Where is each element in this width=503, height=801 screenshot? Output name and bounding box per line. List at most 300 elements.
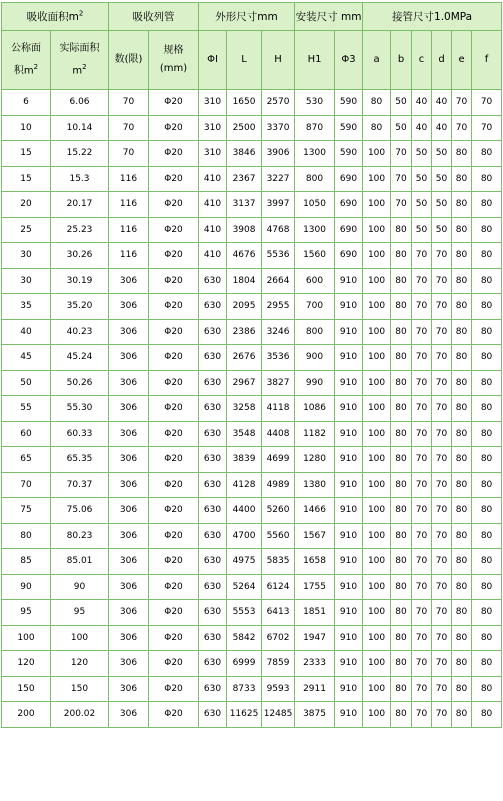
table-cell: 306 [109, 345, 149, 371]
table-cell: 5553 [227, 600, 262, 626]
table-cell: 3137 [227, 192, 262, 218]
table-cell: 70 [412, 625, 432, 651]
table-cell: 910 [335, 447, 363, 473]
table-cell: 910 [335, 651, 363, 677]
table-cell: 410 [199, 192, 227, 218]
table-cell: 100 [363, 319, 391, 345]
table-cell: 2676 [227, 345, 262, 371]
table-cell: 530 [295, 90, 335, 116]
table-cell: 1182 [295, 421, 335, 447]
table-cell: 2570 [262, 90, 295, 116]
table-cell: 100 [363, 217, 391, 243]
table-cell: 80 [391, 549, 412, 575]
table-row [2, 549, 502, 575]
table-cell: 3875 [295, 702, 335, 728]
subheader-phi-3: Φ3 [335, 31, 363, 90]
table-cell: 910 [335, 294, 363, 320]
table-cell: 1380 [295, 472, 335, 498]
table-cell: 630 [199, 702, 227, 728]
table-cell: 116 [109, 217, 149, 243]
subheader-h: H [262, 31, 295, 90]
table-cell: 100 [363, 574, 391, 600]
table-cell: 70 [412, 421, 432, 447]
table-cell: 70 [412, 294, 432, 320]
table-cell: 306 [109, 702, 149, 728]
table-cell: 630 [199, 498, 227, 524]
table-cell: 2911 [295, 676, 335, 702]
table-cell: 100 [363, 472, 391, 498]
table-cell: 910 [335, 625, 363, 651]
table-cell: 70 [412, 396, 432, 422]
table-cell: 80 [452, 192, 472, 218]
table-cell: 70 [412, 472, 432, 498]
table-cell: 2333 [295, 651, 335, 677]
table-cell: 70 [432, 702, 452, 728]
table-cell: 20 [2, 192, 51, 218]
table-cell: 80 [452, 651, 472, 677]
table-cell: 116 [109, 243, 149, 269]
table-cell: 100 [363, 600, 391, 626]
table-cell: 910 [335, 472, 363, 498]
table-cell: 630 [199, 421, 227, 447]
table-cell: 100 [363, 166, 391, 192]
table-cell: 80 [472, 217, 502, 243]
table-cell: 306 [109, 472, 149, 498]
table-cell: 3997 [262, 192, 295, 218]
table-cell: 70 [109, 141, 149, 167]
table-cell: 70 [452, 115, 472, 141]
table-cell: 70 [412, 600, 432, 626]
header-row-2 [2, 31, 502, 90]
table-row [2, 345, 502, 371]
subheader-spec: 规格 (mm) [149, 31, 199, 90]
table-cell: 50 [412, 192, 432, 218]
table-cell: 306 [109, 498, 149, 524]
table-cell: 80 [452, 421, 472, 447]
table-cell: 80 [472, 166, 502, 192]
table-cell: 80 [391, 217, 412, 243]
table-cell: Φ20 [149, 523, 199, 549]
table-row [2, 523, 502, 549]
table-cell: 630 [199, 600, 227, 626]
table-cell: 306 [109, 523, 149, 549]
table-cell: 100 [363, 370, 391, 396]
table-cell: 910 [335, 498, 363, 524]
table-cell: 80 [391, 625, 412, 651]
table-cell: 80 [452, 217, 472, 243]
header-area: 吸收面积$m^2$ [2, 3, 109, 31]
table-cell: 306 [109, 676, 149, 702]
table-cell: 6413 [262, 600, 295, 626]
table-cell: 80 [472, 421, 502, 447]
table-cell: 80 [391, 447, 412, 473]
table-cell: 4128 [227, 472, 262, 498]
table-cell: 70 [412, 447, 432, 473]
table-cell: 70 [432, 294, 452, 320]
table-cell: Φ20 [149, 625, 199, 651]
table-cell: 30 [2, 268, 51, 294]
table-cell: 4676 [227, 243, 262, 269]
table-cell: 630 [199, 345, 227, 371]
table-cell: 70 [412, 498, 432, 524]
table-cell: 7859 [262, 651, 295, 677]
table-cell: 90 [51, 574, 109, 600]
table-cell: 100 [363, 396, 391, 422]
table-cell: 85.01 [51, 549, 109, 575]
table-cell: 55.30 [51, 396, 109, 422]
table-cell: 95 [2, 600, 51, 626]
table-cell: 630 [199, 294, 227, 320]
table-cell: 630 [199, 574, 227, 600]
table-cell: 80 [452, 625, 472, 651]
table-row [2, 447, 502, 473]
table-cell: 630 [199, 396, 227, 422]
table-cell: 910 [335, 345, 363, 371]
table-cell: 1947 [295, 625, 335, 651]
subheader-b: b [391, 31, 412, 90]
table-cell: 80 [472, 141, 502, 167]
table-cell: 4989 [262, 472, 295, 498]
table-cell: 70 [412, 345, 432, 371]
table-cell: 50 [412, 141, 432, 167]
table-cell: 80 [452, 472, 472, 498]
table-cell: Φ20 [149, 90, 199, 116]
table-cell: 70 [412, 574, 432, 600]
table-cell: 690 [335, 217, 363, 243]
table-cell: 910 [335, 702, 363, 728]
table-row [2, 472, 502, 498]
table-cell: 55 [2, 396, 51, 422]
table-cell: 70 [412, 523, 432, 549]
header-row-1 [2, 3, 502, 31]
table-cell: 70 [472, 90, 502, 116]
table-row [2, 370, 502, 396]
table-cell: 3370 [262, 115, 295, 141]
table-cell: 65.35 [51, 447, 109, 473]
table-cell: 100 [363, 498, 391, 524]
table-row [2, 115, 502, 141]
table-cell: 50 [432, 141, 452, 167]
subheader-d: d [432, 31, 452, 90]
table-cell: 80 [472, 472, 502, 498]
table-cell: 80 [472, 549, 502, 575]
table-cell: 20.17 [51, 192, 109, 218]
table-cell: Φ20 [149, 498, 199, 524]
table-cell: 80 [452, 396, 472, 422]
table-cell: 6 [2, 90, 51, 116]
table-cell: 100 [363, 523, 391, 549]
table-cell: 25.23 [51, 217, 109, 243]
table-cell: 70 [432, 421, 452, 447]
table-cell: 80 [452, 370, 472, 396]
table-row [2, 498, 502, 524]
table-cell: 116 [109, 192, 149, 218]
table-cell: 410 [199, 217, 227, 243]
table-cell: 310 [199, 90, 227, 116]
table-cell: Φ20 [149, 141, 199, 167]
table-cell: 45 [2, 345, 51, 371]
table-cell: 15.3 [51, 166, 109, 192]
table-cell: 85 [2, 549, 51, 575]
table-cell: 70 [432, 472, 452, 498]
table-cell: Φ20 [149, 549, 199, 575]
table-cell: 100 [363, 676, 391, 702]
table-cell: 15 [2, 166, 51, 192]
table-cell: 80 [472, 702, 502, 728]
header-outer-dims: 外形尺寸mm [199, 3, 295, 31]
table-cell: 2367 [227, 166, 262, 192]
table-cell: 80 [452, 319, 472, 345]
table-cell: 306 [109, 549, 149, 575]
table-cell: 30.19 [51, 268, 109, 294]
header-install-dims: 安装尺寸 mm [295, 3, 363, 31]
table-cell: 5536 [262, 243, 295, 269]
table-cell: 2386 [227, 319, 262, 345]
table-cell: 50 [432, 192, 452, 218]
table-cell: 410 [199, 166, 227, 192]
table-cell: 80 [452, 600, 472, 626]
table-cell: 690 [335, 166, 363, 192]
table-cell: 310 [199, 141, 227, 167]
table-cell: 80 [452, 676, 472, 702]
table-cell: 50 [391, 115, 412, 141]
table-row [2, 702, 502, 728]
table-cell: 630 [199, 625, 227, 651]
table-cell: 410 [199, 243, 227, 269]
subheader-count: 数(限) [109, 31, 149, 90]
table-cell: 6999 [227, 651, 262, 677]
table-cell: 70 [412, 319, 432, 345]
table-cell: 5560 [262, 523, 295, 549]
table-cell: 80 [391, 523, 412, 549]
table-cell: 80 [391, 651, 412, 677]
table-cell: 2955 [262, 294, 295, 320]
table-cell: 910 [335, 319, 363, 345]
table-cell: 630 [199, 447, 227, 473]
table-row [2, 651, 502, 677]
table-cell: 80 [472, 574, 502, 600]
table-cell: 310 [199, 115, 227, 141]
table-cell: 65 [2, 447, 51, 473]
table-cell: 1567 [295, 523, 335, 549]
table-cell: 4975 [227, 549, 262, 575]
table-cell: 95 [51, 600, 109, 626]
table-cell: 700 [295, 294, 335, 320]
table-cell: Φ20 [149, 319, 199, 345]
table-cell: 6702 [262, 625, 295, 651]
table-cell: 630 [199, 472, 227, 498]
table-cell: 910 [335, 574, 363, 600]
table-row [2, 676, 502, 702]
table-cell: 80 [452, 166, 472, 192]
subheader-f: f [472, 31, 502, 90]
table-cell: 80 [452, 549, 472, 575]
table-cell: 910 [335, 676, 363, 702]
table-cell: 11625 [227, 702, 262, 728]
table-cell: 70 [412, 676, 432, 702]
table-cell: 80 [452, 523, 472, 549]
table-cell: 3246 [262, 319, 295, 345]
table-cell: 306 [109, 268, 149, 294]
table-cell: 70 [432, 396, 452, 422]
table-cell: 80 [472, 625, 502, 651]
table-cell: 306 [109, 319, 149, 345]
table-cell: 590 [335, 141, 363, 167]
table-cell: 306 [109, 447, 149, 473]
table-cell: 15 [2, 141, 51, 167]
table-row [2, 268, 502, 294]
table-cell: 80 [472, 294, 502, 320]
table-cell: 1300 [295, 217, 335, 243]
table-cell: 3908 [227, 217, 262, 243]
table-cell: 80 [391, 421, 412, 447]
subheader-a: a [363, 31, 391, 90]
table-cell: 40 [432, 90, 452, 116]
table-row [2, 243, 502, 269]
table-cell: 100 [363, 345, 391, 371]
table-cell: 2664 [262, 268, 295, 294]
table-cell: 4700 [227, 523, 262, 549]
table-cell: 70 [432, 447, 452, 473]
table-row [2, 217, 502, 243]
table-cell: Φ20 [149, 574, 199, 600]
table-cell: 306 [109, 370, 149, 396]
table-cell: 80 [472, 600, 502, 626]
table-cell: 100 [363, 651, 391, 677]
table-cell: 75 [2, 498, 51, 524]
table-cell: 70 [432, 574, 452, 600]
table-cell: Φ20 [149, 370, 199, 396]
table-cell: 15.22 [51, 141, 109, 167]
table-cell: 50 [412, 217, 432, 243]
table-cell: 80 [472, 523, 502, 549]
subheader-nominal-area: 公称面 积$m^2$ [2, 31, 51, 90]
table-cell: 40.23 [51, 319, 109, 345]
table-cell: 25 [2, 217, 51, 243]
table-cell: 2500 [227, 115, 262, 141]
table-cell: Φ20 [149, 396, 199, 422]
table-row [2, 396, 502, 422]
table-cell: 80 [472, 396, 502, 422]
table-cell: 50 [2, 370, 51, 396]
table-cell: 40 [432, 115, 452, 141]
table-cell: 80 [452, 345, 472, 371]
table-cell: 100 [363, 625, 391, 651]
table-cell: 12485 [262, 702, 295, 728]
table-cell: 70 [432, 498, 452, 524]
table-cell: 5835 [262, 549, 295, 575]
table-cell: 80 [472, 651, 502, 677]
table-cell: 80 [472, 498, 502, 524]
table-cell: Φ20 [149, 217, 199, 243]
table-cell: 306 [109, 600, 149, 626]
table-cell: 80 [391, 574, 412, 600]
table-row [2, 90, 502, 116]
table-cell: 70 [412, 243, 432, 269]
table-cell: 8733 [227, 676, 262, 702]
subheader-e: e [452, 31, 472, 90]
table-cell: 50.26 [51, 370, 109, 396]
table-cell: 1280 [295, 447, 335, 473]
table-cell: 3906 [262, 141, 295, 167]
table-cell: 80 [472, 447, 502, 473]
table-cell: 870 [295, 115, 335, 141]
table-cell: 80 [452, 294, 472, 320]
table-cell: 70 [432, 370, 452, 396]
table-row [2, 141, 502, 167]
table-cell: 70 [391, 141, 412, 167]
table-cell: 80 [391, 498, 412, 524]
table-cell: 60 [2, 421, 51, 447]
table-cell: 306 [109, 651, 149, 677]
table-cell: 70 [432, 523, 452, 549]
table-cell: 306 [109, 625, 149, 651]
table-cell: 100 [363, 702, 391, 728]
table-cell: 80 [472, 268, 502, 294]
table-cell: 75.06 [51, 498, 109, 524]
table-cell: 35 [2, 294, 51, 320]
table-cell: 70 [432, 651, 452, 677]
table-cell: 70.37 [51, 472, 109, 498]
table-cell: 70 [412, 370, 432, 396]
table-cell: 1300 [295, 141, 335, 167]
table-cell: 2095 [227, 294, 262, 320]
table-cell: 80 [391, 702, 412, 728]
table-cell: 5842 [227, 625, 262, 651]
table-cell: 80 [391, 472, 412, 498]
table-cell: 3227 [262, 166, 295, 192]
subheader-h1: H1 [295, 31, 335, 90]
table-cell: 40 [412, 115, 432, 141]
table-cell: 630 [199, 676, 227, 702]
table-cell: 600 [295, 268, 335, 294]
table-cell: 70 [452, 90, 472, 116]
table-cell: Φ20 [149, 192, 199, 218]
table-row [2, 166, 502, 192]
header-tubes: 吸收列管 [109, 3, 199, 31]
table-cell: 80 [472, 243, 502, 269]
table-cell: 1560 [295, 243, 335, 269]
table-cell: 70 [412, 651, 432, 677]
table-cell: Φ20 [149, 115, 199, 141]
table-cell: 3258 [227, 396, 262, 422]
table-cell: 70 [391, 192, 412, 218]
table-cell: 70 [432, 268, 452, 294]
table-cell: 116 [109, 166, 149, 192]
table-cell: 70 [432, 243, 452, 269]
table-cell: 80 [363, 90, 391, 116]
table-cell: 80 [391, 345, 412, 371]
table-cell: 910 [335, 523, 363, 549]
table-cell: 80 [391, 396, 412, 422]
table-cell: 100 [363, 294, 391, 320]
table-cell: 630 [199, 651, 227, 677]
table-cell: 6124 [262, 574, 295, 600]
table-cell: 630 [199, 549, 227, 575]
table-cell: 4408 [262, 421, 295, 447]
table-cell: 70 [432, 600, 452, 626]
table-cell: 200 [2, 702, 51, 728]
table-cell: 1851 [295, 600, 335, 626]
table-cell: 100 [363, 141, 391, 167]
table-cell: 910 [335, 421, 363, 447]
table-cell: 40 [412, 90, 432, 116]
table-cell: 100 [363, 268, 391, 294]
table-cell: 910 [335, 268, 363, 294]
table-cell: 70 [432, 319, 452, 345]
table-cell: 100 [363, 192, 391, 218]
table-cell: 306 [109, 294, 149, 320]
